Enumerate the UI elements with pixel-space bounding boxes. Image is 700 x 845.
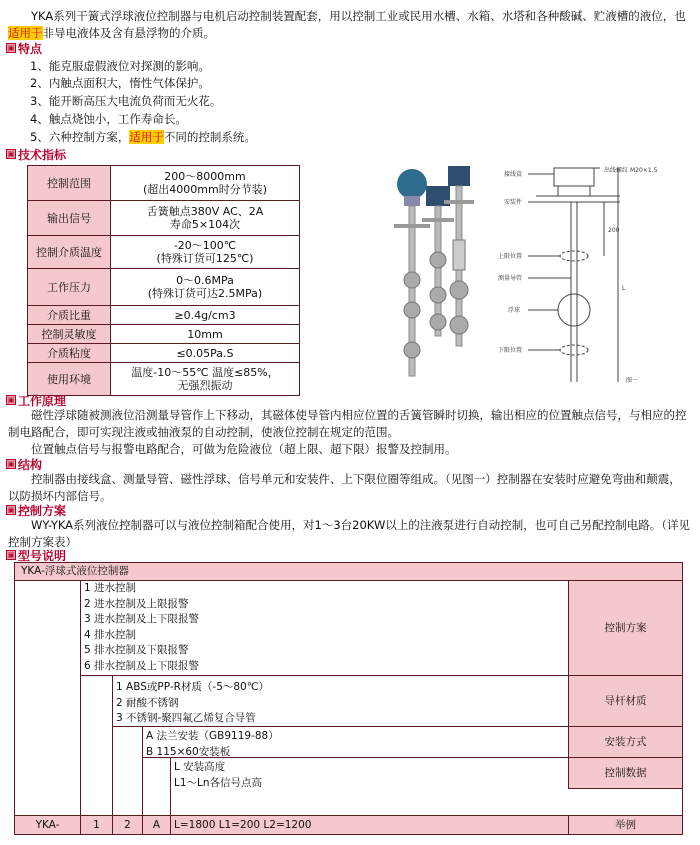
spec-row — [28, 201, 300, 236]
material-item: 2 耐酸不锈钢 — [116, 696, 179, 709]
spec-value: 温度-10～55℃ 温度≤85%， 无强烈振动 — [111, 363, 300, 396]
label-install-method: 安装方式 — [568, 726, 683, 758]
spec-value: -20～100℃ (特殊订货可125℃) — [111, 236, 300, 269]
section-specs: ▣ 技术指标 — [7, 147, 67, 162]
section-bullet-icon: ▣ — [7, 44, 15, 52]
spec-label: 输出信号 — [28, 201, 111, 236]
scheme-item: 3 进水控制及上下限报警 — [84, 613, 200, 625]
scheme-item: 1 进水控制 — [84, 582, 137, 594]
spec-label: 控制介质温度 — [28, 236, 111, 269]
section-structure: ▣ 结构 — [7, 457, 43, 472]
label-dim-L: L — [622, 285, 626, 292]
product-diagram — [368, 160, 668, 392]
label-rod-material: 导杆材质 — [568, 675, 683, 727]
structure-text: 控制器由接线盒、测量导管、磁性浮球、信号单元和安装件、上下限位圈等组成。（见图一）控制器在安装时应避免弯曲和颠震，以防损坏内部信号。 — [8, 472, 681, 503]
param-item: L 安装高度 — [174, 761, 226, 773]
label-thread: M20×1.5 — [630, 167, 658, 174]
label-example: 举例 — [568, 815, 683, 835]
spec-row — [28, 363, 300, 396]
install-list — [142, 727, 566, 757]
scheme-item: 4 排水控制 — [84, 628, 137, 641]
label-lower: 下限位置 — [498, 347, 523, 354]
intro-paragraph: YKA系列干簧式浮球液位控制器与电机启动控制装置配套，用以控制工业或民用水槽、水箱、水塔和各种酸碱、贮液槽的液位，也适用于非导电液体及含有悬浮物的介质。 — [8, 9, 686, 40]
scheme-item: 2 进水控制及上限报警 — [84, 597, 189, 610]
spec-value: 0～0.6MPa (特殊订货可达2.5MPa) — [111, 269, 300, 306]
material-list — [112, 676, 566, 726]
spec-value: ≤0.05Pa.S — [111, 344, 300, 363]
section-bullet-icon: ▣ — [7, 150, 15, 158]
model-table — [14, 562, 683, 838]
spec-label: 介质比重 — [28, 306, 111, 325]
material-item: 1 ABS或PP-R材质（-5～80℃） — [116, 681, 270, 693]
control-text: WY-YKA系列液位控制器可以与液位控制箱配合使用，对1～3台20KW以上的注液泵进行自动控制，也可自己另配控制电路。（详见控制方案表） — [8, 518, 691, 549]
param-item: L1～Ln各信号点高 — [174, 776, 263, 789]
spec-value: ≥0.4g/cm3 — [111, 306, 300, 325]
label-upper: 上限位置 — [498, 253, 523, 260]
param-list — [170, 758, 566, 798]
section-model: ▣ 型号说明 — [7, 548, 67, 563]
label-junction: 接线盒 — [504, 171, 523, 178]
section-features: ▣ 特点 — [7, 41, 43, 56]
example-scheme: 1 — [80, 815, 113, 835]
label-control-scheme: 控制方案 — [568, 580, 683, 676]
example-material: 2 — [112, 815, 143, 835]
label-dim-200: 200 — [608, 227, 620, 234]
scheme-item: 5 排水控制及下限报警 — [84, 644, 189, 656]
product-photos — [394, 166, 474, 376]
spec-row — [28, 236, 300, 269]
spec-label: 控制范围 — [28, 166, 111, 201]
section-bullet-icon: ▣ — [7, 396, 15, 404]
label-outlet: 出线螺纹 — [604, 167, 629, 174]
feature-item: 3、能开断高压大电流负荷而无火花。 — [30, 94, 222, 108]
spec-row — [28, 306, 300, 325]
feature-item: 5、六种控制方案，适用于不同的控制系统。 — [30, 130, 256, 144]
spec-row — [28, 269, 300, 306]
spec-row — [28, 325, 300, 344]
spec-row — [28, 166, 300, 201]
label-guide: 测量导管 — [498, 275, 523, 282]
section-bullet-icon: ▣ — [7, 460, 15, 468]
example-data: L=1800 L1=200 L2=1200 — [170, 815, 569, 835]
label-control-data: 控制数据 — [568, 757, 683, 789]
label-mount: 安装件 — [504, 199, 523, 206]
feature-item: 1、能克服虚假液位对探测的影响。 — [30, 59, 210, 73]
install-item: B 115×60安装板 — [146, 745, 231, 758]
spec-row — [28, 344, 300, 363]
spec-label: 工作压力 — [28, 269, 111, 306]
model-title: YKA-浮球式液位控制器 — [14, 562, 683, 581]
material-item: 3 不锈钢-聚四氟乙烯复合导管 — [116, 712, 256, 724]
install-item: A 法兰安装（GB9119-88） — [146, 730, 279, 742]
spec-value: 200～8000mm (超出4000mm时分节装) — [111, 166, 300, 201]
principle-p1: 磁性浮球随被测液位沿测量导管作上下移动，其磁体使导管内相应位置的舌簧管瞬时切换，输出相应的位置触点信号，与相应的控制电路配合，即可实现注液或抽液泵的自动控制，使液位控制在规定的范围。 — [8, 408, 687, 439]
scheme-list — [80, 581, 566, 675]
feature-item: 4、触点烧蚀小，工作寿命长。 — [30, 112, 187, 126]
section-bullet-icon: ▣ — [7, 506, 15, 514]
section-control: ▣ 控制方案 — [7, 503, 67, 518]
section-bullet-icon: ▣ — [7, 551, 15, 559]
spec-label: 使用环境 — [28, 363, 111, 396]
schematic-drawing — [528, 168, 620, 382]
spec-value: 舌簧触点380V AC、2A 寿命5×104次 — [111, 201, 300, 236]
spec-table — [27, 165, 300, 396]
scheme-item: 6 排水控制及上下限报警 — [84, 659, 200, 672]
label-float: 浮球 — [508, 307, 521, 314]
principle-p2: 位置触点信号与报警电路配合，可做为危险液位（超上限、超下限）报警及控制用。 — [8, 442, 457, 456]
label-figure: 图一 — [626, 377, 639, 384]
feature-item: 2、内触点面积大，惰性气体保护。 — [30, 76, 210, 90]
example-model: YKA- — [14, 815, 81, 835]
spec-value: 10mm — [111, 325, 300, 344]
example-install: A — [142, 815, 171, 835]
spec-label: 控制灵敏度 — [28, 325, 111, 344]
section-principle: ▣ 工作原理 — [7, 393, 67, 408]
spec-label: 介质粘度 — [28, 344, 111, 363]
